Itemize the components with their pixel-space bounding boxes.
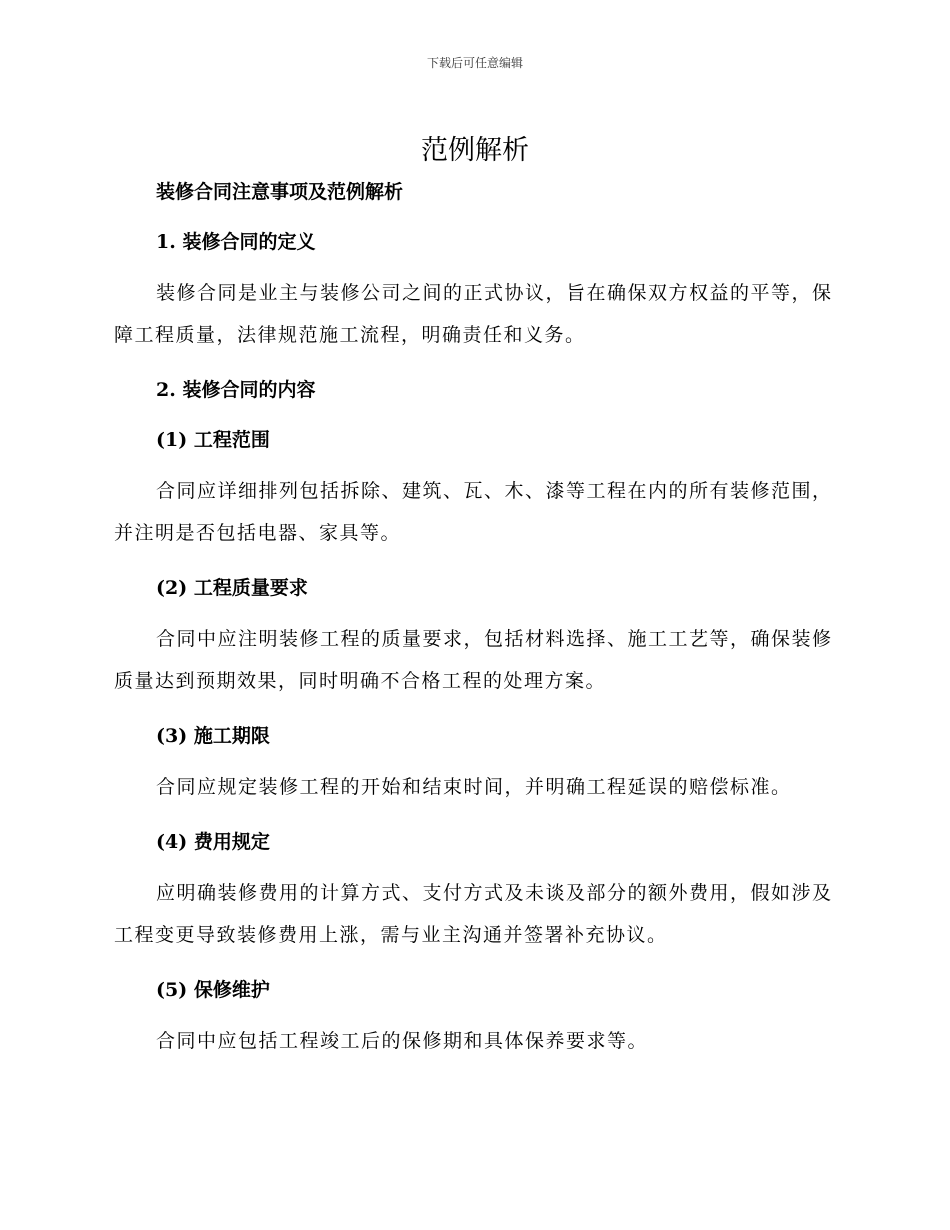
section-heading-contents: 2. 装修合同的内容 — [156, 379, 316, 401]
section-heading-definition: 1. 装修合同的定义 — [156, 231, 316, 253]
section-heading-fees: (4) 费用规定 — [156, 831, 270, 853]
section-body-warranty: 合同中应包括工程竣工后的保修期和具体保养要求等。 — [156, 1030, 649, 1052]
document-title: 范例解析 — [421, 135, 529, 166]
page-header-note: 下载后可任意编辑 — [426, 56, 523, 70]
section-heading-schedule: (3) 施工期限 — [156, 725, 270, 747]
section-body-definition: 装修合同是业主与装修公司之间的正式协议，旨在确保双方权益的平等，保障工程质量，法律规范施工流程，明确责任和义务。 — [114, 282, 833, 346]
document-subtitle: 装修合同注意事项及范例解析 — [156, 181, 404, 203]
section-body-schedule: 合同应规定装修工程的开始和结束时间，并明确工程延误的赔偿标准。 — [156, 776, 792, 798]
section-body-scope: 合同应详细排列包括拆除、建筑、瓦、木、漆等工程在内的所有装修范围，并注明是否包括电器、家具等。 — [114, 480, 833, 544]
section-body-fees: 应明确装修费用的计算方式、支付方式及未谈及部分的额外费用，假如涉及工程变更导致装修费用上涨，需与业主沟通并签署补充协议。 — [114, 882, 833, 946]
document-body — [114, 176, 834, 1062]
section-heading-warranty: (5) 保修维护 — [156, 979, 270, 1001]
section-body-quality: 合同中应注明装修工程的质量要求，包括材料选择、施工工艺等，确保装修质量达到预期效果，同时明确不合格工程的处理方案。 — [114, 628, 833, 692]
section-heading-quality: (2) 工程质量要求 — [156, 577, 308, 599]
section-heading-scope: (1) 工程范围 — [156, 429, 270, 451]
